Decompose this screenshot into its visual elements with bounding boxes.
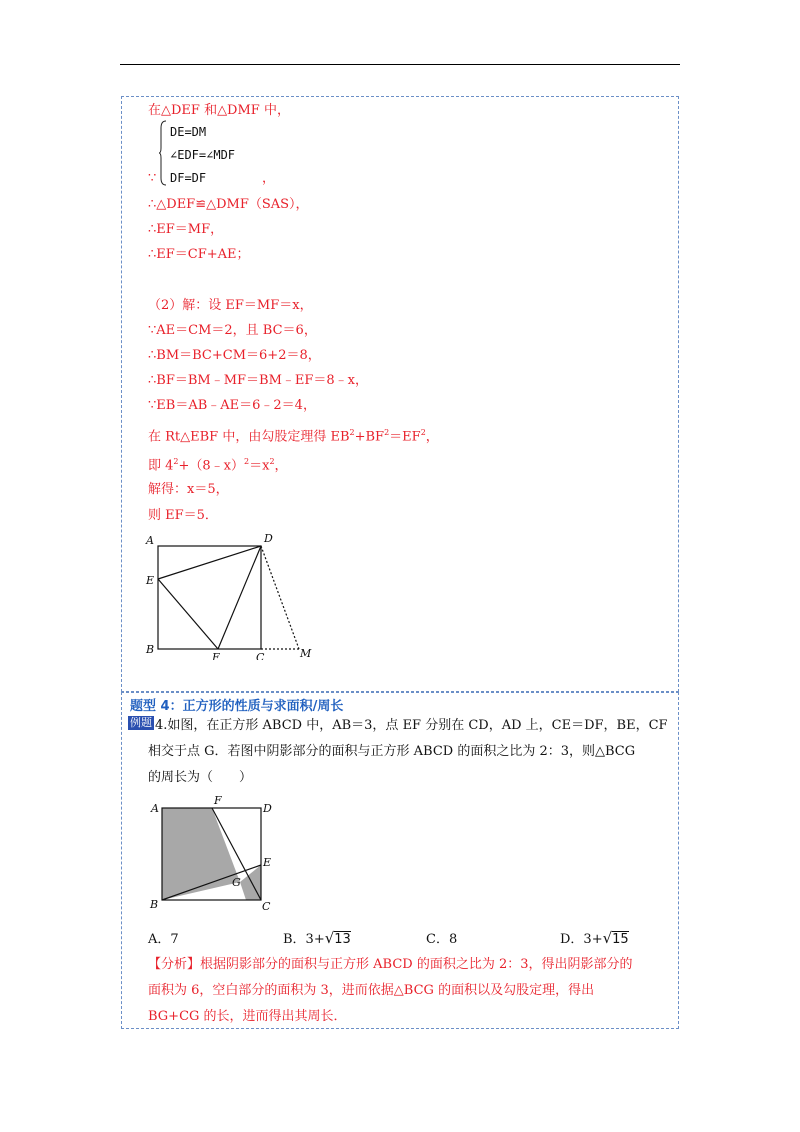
text-line: ∴BM＝BC+CM＝6+2＝8， — [148, 348, 321, 363]
text-line: 在△DEF 和△DMF 中， — [148, 103, 290, 118]
label-g: G — [232, 876, 241, 889]
label-b: B — [146, 643, 155, 656]
label-e: E — [146, 574, 155, 587]
because-symbol: ∵ — [148, 171, 157, 186]
question-line: 的周长为（ ） — [148, 770, 253, 785]
brace-icon — [159, 120, 167, 186]
label-c: C — [256, 651, 265, 660]
segment-ed — [158, 546, 261, 579]
choice-a: A．7 — [148, 932, 179, 947]
analysis-line: BG+CG 的长，进而得出其周长． — [148, 1009, 347, 1024]
label-f: F — [214, 794, 222, 807]
label-b: B — [150, 898, 159, 911]
label-f: F — [212, 651, 220, 660]
text-line: ∴△DEF≌△DMF（SAS）， — [148, 197, 309, 212]
text-line: （2）解：设 EF＝MF＝x， — [148, 298, 313, 313]
example-badge: 例题 — [130, 716, 152, 729]
label-a: A — [151, 802, 159, 815]
label-m: M — [300, 647, 312, 660]
choice-d: D．3+√15 — [560, 929, 629, 947]
question-line: 4.如图，在正方形 ABCD 中，AB＝3，点 EF 分别在 CD，AD 上，CE＝DF，BE，CF — [155, 718, 668, 733]
label-d: D — [263, 802, 272, 815]
label-d: D — [264, 532, 273, 545]
equation-line: ∠EDF=∠MDF — [170, 148, 236, 162]
square-figure-1 — [140, 528, 330, 660]
text-line: 则 EF＝5． — [148, 508, 218, 523]
text-line: ∴EF＝MF， — [148, 222, 224, 237]
label-c: C — [262, 900, 271, 913]
segment-fd — [218, 546, 261, 649]
segment-dm — [261, 546, 299, 649]
segment-ef — [158, 579, 218, 649]
square-figure-2 — [146, 792, 286, 920]
text-line: ∴EF＝CF+AE； — [148, 247, 250, 262]
text-line: ∵AE＝CM＝2，且 BC＝6， — [148, 323, 317, 338]
text-line: 在 Rt△EBF 中，由勾股定理得 $EB^2+BF^2=EF^2$， — [148, 428, 439, 445]
analysis-line: 面积为 6，空白部分的面积为 3，进而依据△BCG 的面积以及勾股定理，得出 — [148, 983, 595, 998]
section-title: 题型 4：正方形的性质与求面积/周长 — [130, 699, 344, 714]
text-line: 解得：x＝5， — [148, 482, 229, 497]
equation-line: DE=DM — [170, 125, 207, 139]
comma: ， — [262, 171, 276, 186]
choice-b: B．3+√13 — [283, 929, 351, 947]
text-line: ∴BF＝BM﹣MF＝BM﹣EF＝8﹣x， — [148, 373, 369, 388]
question-line: 相交于点 G．若图中阴影部分的面积与正方形 ABCD 的面积之比为 2：3，则△BCG — [148, 744, 636, 759]
analysis-line: 【分析】根据阴影部分的面积与正方形 ABCD 的面积之比为 2：3，得出阴影部分的 — [148, 957, 633, 972]
label-e: E — [263, 856, 272, 869]
choice-c: C．8 — [426, 932, 458, 947]
text-line: 即 $4^2+(8﹣x)^2=x^2$， — [148, 457, 288, 474]
equation-line: DF=DF — [170, 171, 207, 185]
label-a: A — [146, 534, 154, 547]
header-rule — [120, 64, 680, 65]
text-line: ∵EB＝AB﹣AE＝6﹣2＝4， — [148, 398, 316, 413]
